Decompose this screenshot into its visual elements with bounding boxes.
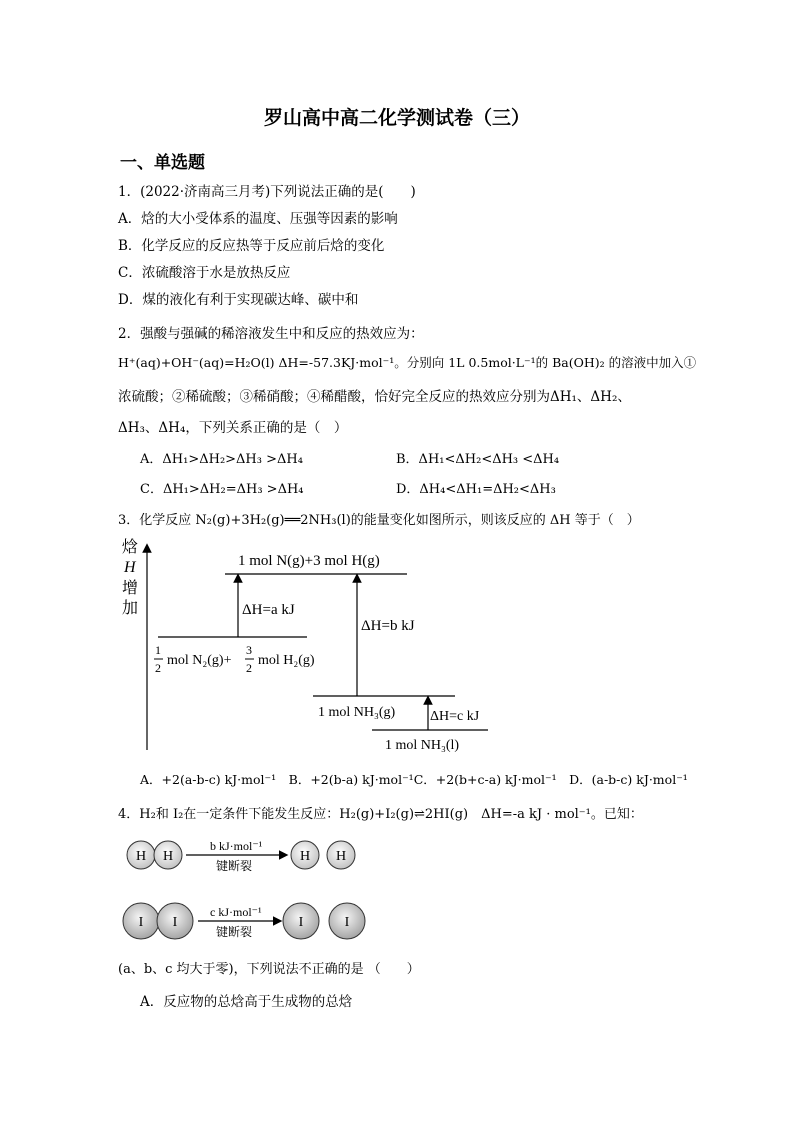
h-atom-label-2: H — [162, 849, 174, 864]
nh3-liquid-label: 1 mol NH₃(l) — [385, 738, 460, 753]
arrow-c-label: ΔH=c kJ — [430, 709, 480, 724]
h-atom-free-label-1: H — [299, 849, 311, 864]
h-bond-energy: b kJ·mol⁻¹ — [210, 839, 263, 853]
i-bond-label: 键断裂 — [216, 925, 253, 939]
reactants-label-2: mol H₂(g) — [258, 653, 315, 668]
h-atom-free-label-2: H — [335, 849, 347, 864]
reactants-label: mol N₂(g)+ — [167, 653, 232, 668]
i2-molecule — [123, 903, 193, 939]
frac2-numerator: 3 — [246, 643, 252, 657]
q4-option-a: A．反应物的总焓高于生成物的总焓 — [140, 994, 353, 1010]
q1-stem: 1．(2022·济南高三月考)下列说法正确的是( ) — [118, 184, 416, 200]
axis-label-char-2: H — [124, 559, 136, 576]
q2-stem-line1: 2．强酸与强碱的稀溶液发生中和反应的热效应为： — [118, 326, 424, 342]
q2-option-a: A．ΔH₁>ΔH₂>ΔH₃ >ΔH₄ — [140, 452, 303, 467]
q3-stem: 3．化学反应 N₂(g)+3H₂(g)══2NH₃(l)的能量变化如图所示，则该反应的 ΔH 等于（ ） — [118, 513, 640, 528]
q2-stem-line3: 浓硫酸；②稀硫酸；③稀硝酸；④稀醋酸，恰好完全反应的热效应分别为ΔH₁、ΔH₂、 — [118, 389, 631, 405]
q2-option-d: D．ΔH₄<ΔH₁=ΔH₂<ΔH₃ — [396, 482, 556, 497]
h2-molecule — [127, 841, 182, 869]
i-atom-free-label-1: I — [298, 915, 304, 930]
q2-option-b: B．ΔH₁<ΔH₂<ΔH₃ <ΔH₄ — [396, 452, 560, 467]
axis-label-char-1: 焓 — [122, 539, 139, 556]
q2-stem-line4: ΔH₃、ΔH₄，下列关系正确的是（ ） — [118, 420, 348, 436]
i-bond-energy: c kJ·mol⁻¹ — [210, 905, 262, 919]
energy-level-diagram — [110, 538, 510, 760]
section-heading: 一、单选题 — [120, 153, 205, 173]
frac2-denominator: 2 — [246, 661, 252, 675]
i-atom-label-1: I — [138, 915, 144, 930]
arrow-a-label: ΔH=a kJ — [242, 602, 295, 618]
q1-option-b: B．化学反应的反应热等于反应前后焓的变化 — [118, 238, 385, 254]
i-atom-label-2: I — [172, 915, 178, 930]
frac1-numerator: 1 — [155, 643, 161, 657]
q1-option-c: C．浓硫酸溶于水是放热反应 — [118, 265, 291, 281]
frac1-denominator: 2 — [155, 661, 161, 675]
page-title: 罗山高中高二化学测试卷（三） — [263, 107, 530, 129]
i-atom-free-label-2: I — [344, 915, 350, 930]
q3-options: A．+2(a-b-c) kJ·mol⁻¹ B．+2(b-a) kJ·mol⁻¹C．+2(b+c-a) kJ·mol⁻¹ D．(a-b-c) kJ·mol⁻¹ — [140, 772, 688, 787]
nh3-gas-label: 1 mol NH₃(g) — [318, 705, 396, 720]
q2-option-c: C．ΔH₁>ΔH₂=ΔH₃ >ΔH₄ — [140, 482, 304, 497]
q1-option-d: D．煤的液化有利于实现碳达峰、碳中和 — [118, 292, 359, 308]
arrow-b-label: ΔH=b kJ — [361, 618, 415, 634]
q4-note: (a、b、c 均大于零)，下列说法不正确的是 （ ） — [118, 962, 420, 977]
q1-option-a: A．焓的大小受体系的温度、压强等因素的影响 — [118, 211, 398, 227]
axis-label-char-4: 加 — [122, 600, 139, 617]
q4-stem: 4．H₂和 I₂在一定条件下能发生反应：H₂(g)+I₂(g)⇌2HI(g) ΔH=-a kJ · mol⁻¹。已知： — [118, 807, 643, 822]
bond-breaking-diagram — [120, 836, 380, 946]
h-bond-label: 键断裂 — [216, 859, 253, 873]
top-level-label: 1 mol N(g)+3 mol H(g) — [238, 553, 380, 569]
axis-label-char-3: 增 — [122, 580, 139, 597]
q2-stem-line2: H⁺(aq)+OH⁻(aq)=H₂O(l) ΔH=-57.3KJ·mol⁻¹。分别向 1L 0.5mol·L⁻¹的 Ba(OH)₂ 的溶液中加入① — [118, 355, 697, 370]
h-atom-label-1: H — [135, 849, 147, 864]
